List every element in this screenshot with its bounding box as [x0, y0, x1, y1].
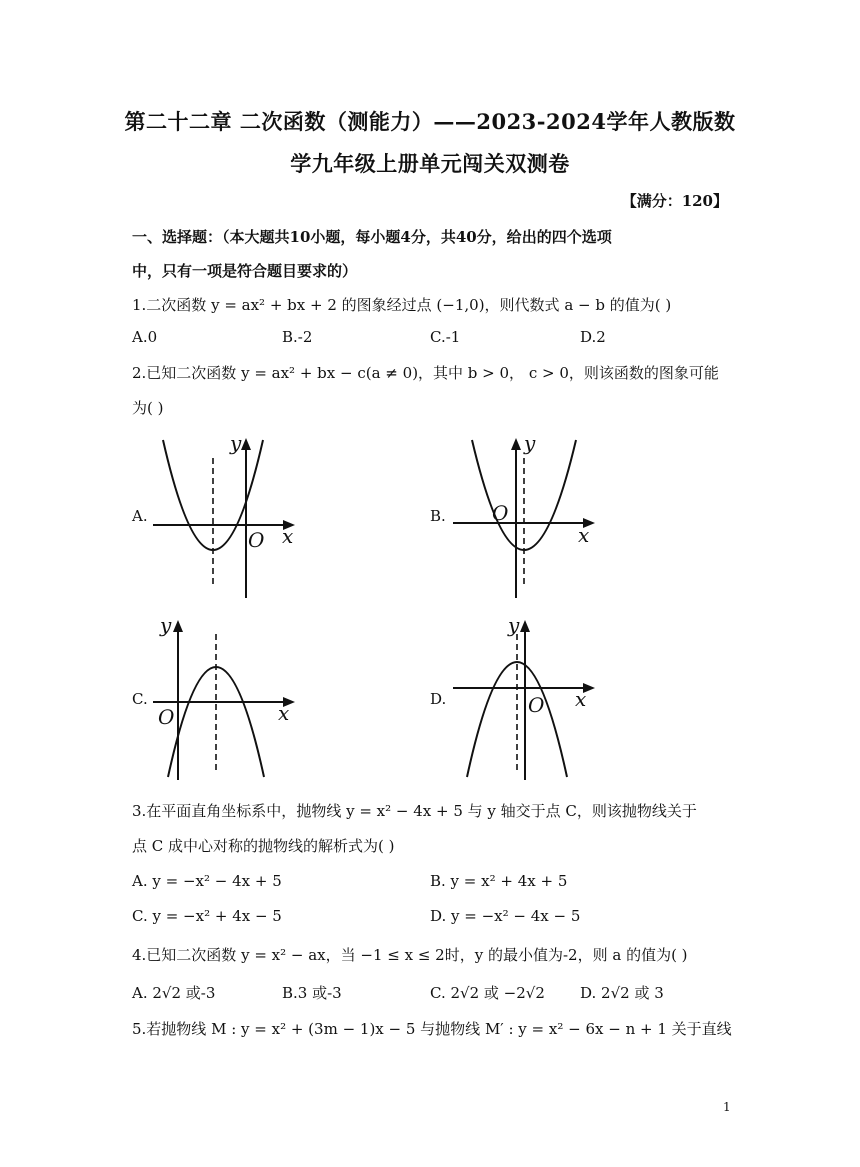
q2-text-1: 2.已知二次函数 y = ax² + bx − c(a ≠ 0)，其中 b > 0， c > 0，则该函数的图象可能 [132, 364, 719, 382]
axis-x-label: x [278, 701, 290, 725]
q3-option-c: C. y = −x² + 4x − 5 [132, 907, 282, 925]
origin-label: O [248, 528, 265, 552]
origin-label: O [158, 705, 175, 729]
page-number: 1 [723, 1100, 731, 1114]
q2-text-2: 为( ) [132, 399, 164, 417]
q2-graph-a [150, 430, 300, 600]
origin-label: O [492, 501, 509, 525]
q3-option-b: B. y = x² + 4x + 5 [430, 872, 568, 890]
q2-label-c: C. [132, 690, 148, 708]
q3-text-2: 点 C 成中心对称的抛物线的解析式为( ) [132, 837, 395, 855]
page-title-line2: 学九年级上册单元闯关双测卷 [290, 151, 570, 176]
page-title-line1: 第二十二章 二次函数（测能力）——2023-2024学年人教版数 [124, 109, 736, 134]
q2-label-d: D. [430, 690, 447, 708]
q1-text: 1.二次函数 y = ax² + bx + 2 的图象经过点 (−1,0)，则代数式 a − b 的值为( ) [132, 296, 672, 314]
q4-text: 4.已知二次函数 y = x² − ax，当 −1 ≤ x ≤ 2时，y 的最小值为-2，则 a 的值为( ) [132, 946, 688, 964]
q4-option-d: D. 2√2 或 3 [580, 984, 664, 1002]
q4-option-b: B.3 或-3 [282, 984, 342, 1002]
axis-x-label: x [282, 524, 294, 548]
q1-option-d: D.2 [580, 328, 606, 346]
q2-label-b: B. [430, 507, 446, 525]
q4-option-a: A. 2√2 或-3 [132, 984, 216, 1002]
section1-heading-1: 一、选择题：（本大题共10小题，每小题4分，共40分，给出的四个选项 [132, 228, 612, 246]
origin-label: O [528, 693, 545, 717]
axis-x-label: x [575, 687, 587, 711]
axis-x-label: x [578, 523, 590, 547]
axis-y-label: y [160, 613, 172, 637]
axis-y-label: y [508, 613, 520, 637]
q2-graph-b [450, 430, 600, 600]
q3-option-d: D. y = −x² − 4x − 5 [430, 907, 581, 925]
q2-graph-c [150, 612, 300, 782]
q2-label-a: A. [132, 507, 148, 525]
score-label: 【满分：120】 [621, 192, 728, 210]
q3-option-a: A. y = −x² − 4x + 5 [132, 872, 282, 890]
q1-option-b: B.-2 [282, 328, 313, 346]
axis-y-label: y [230, 431, 242, 455]
q5-text: 5.若抛物线 M : y = x² + (3m − 1)x − 5 与抛物线 M′ : y = x² − 6x − n + 1 关于直线 [132, 1020, 732, 1038]
q1-option-a: A.0 [132, 328, 158, 346]
q3-text-1: 3.在平面直角坐标系中，抛物线 y = x² − 4x + 5 与 y 轴交于点 C，则该抛物线关于 [132, 802, 697, 820]
section1-heading-2: 中，只有一项是符合题目要求的） [132, 262, 358, 280]
q1-option-c: C.-1 [430, 328, 461, 346]
axis-y-label: y [524, 431, 536, 455]
q4-option-c: C. 2√2 或 −2√2 [430, 984, 545, 1002]
q2-graph-d [450, 612, 600, 782]
